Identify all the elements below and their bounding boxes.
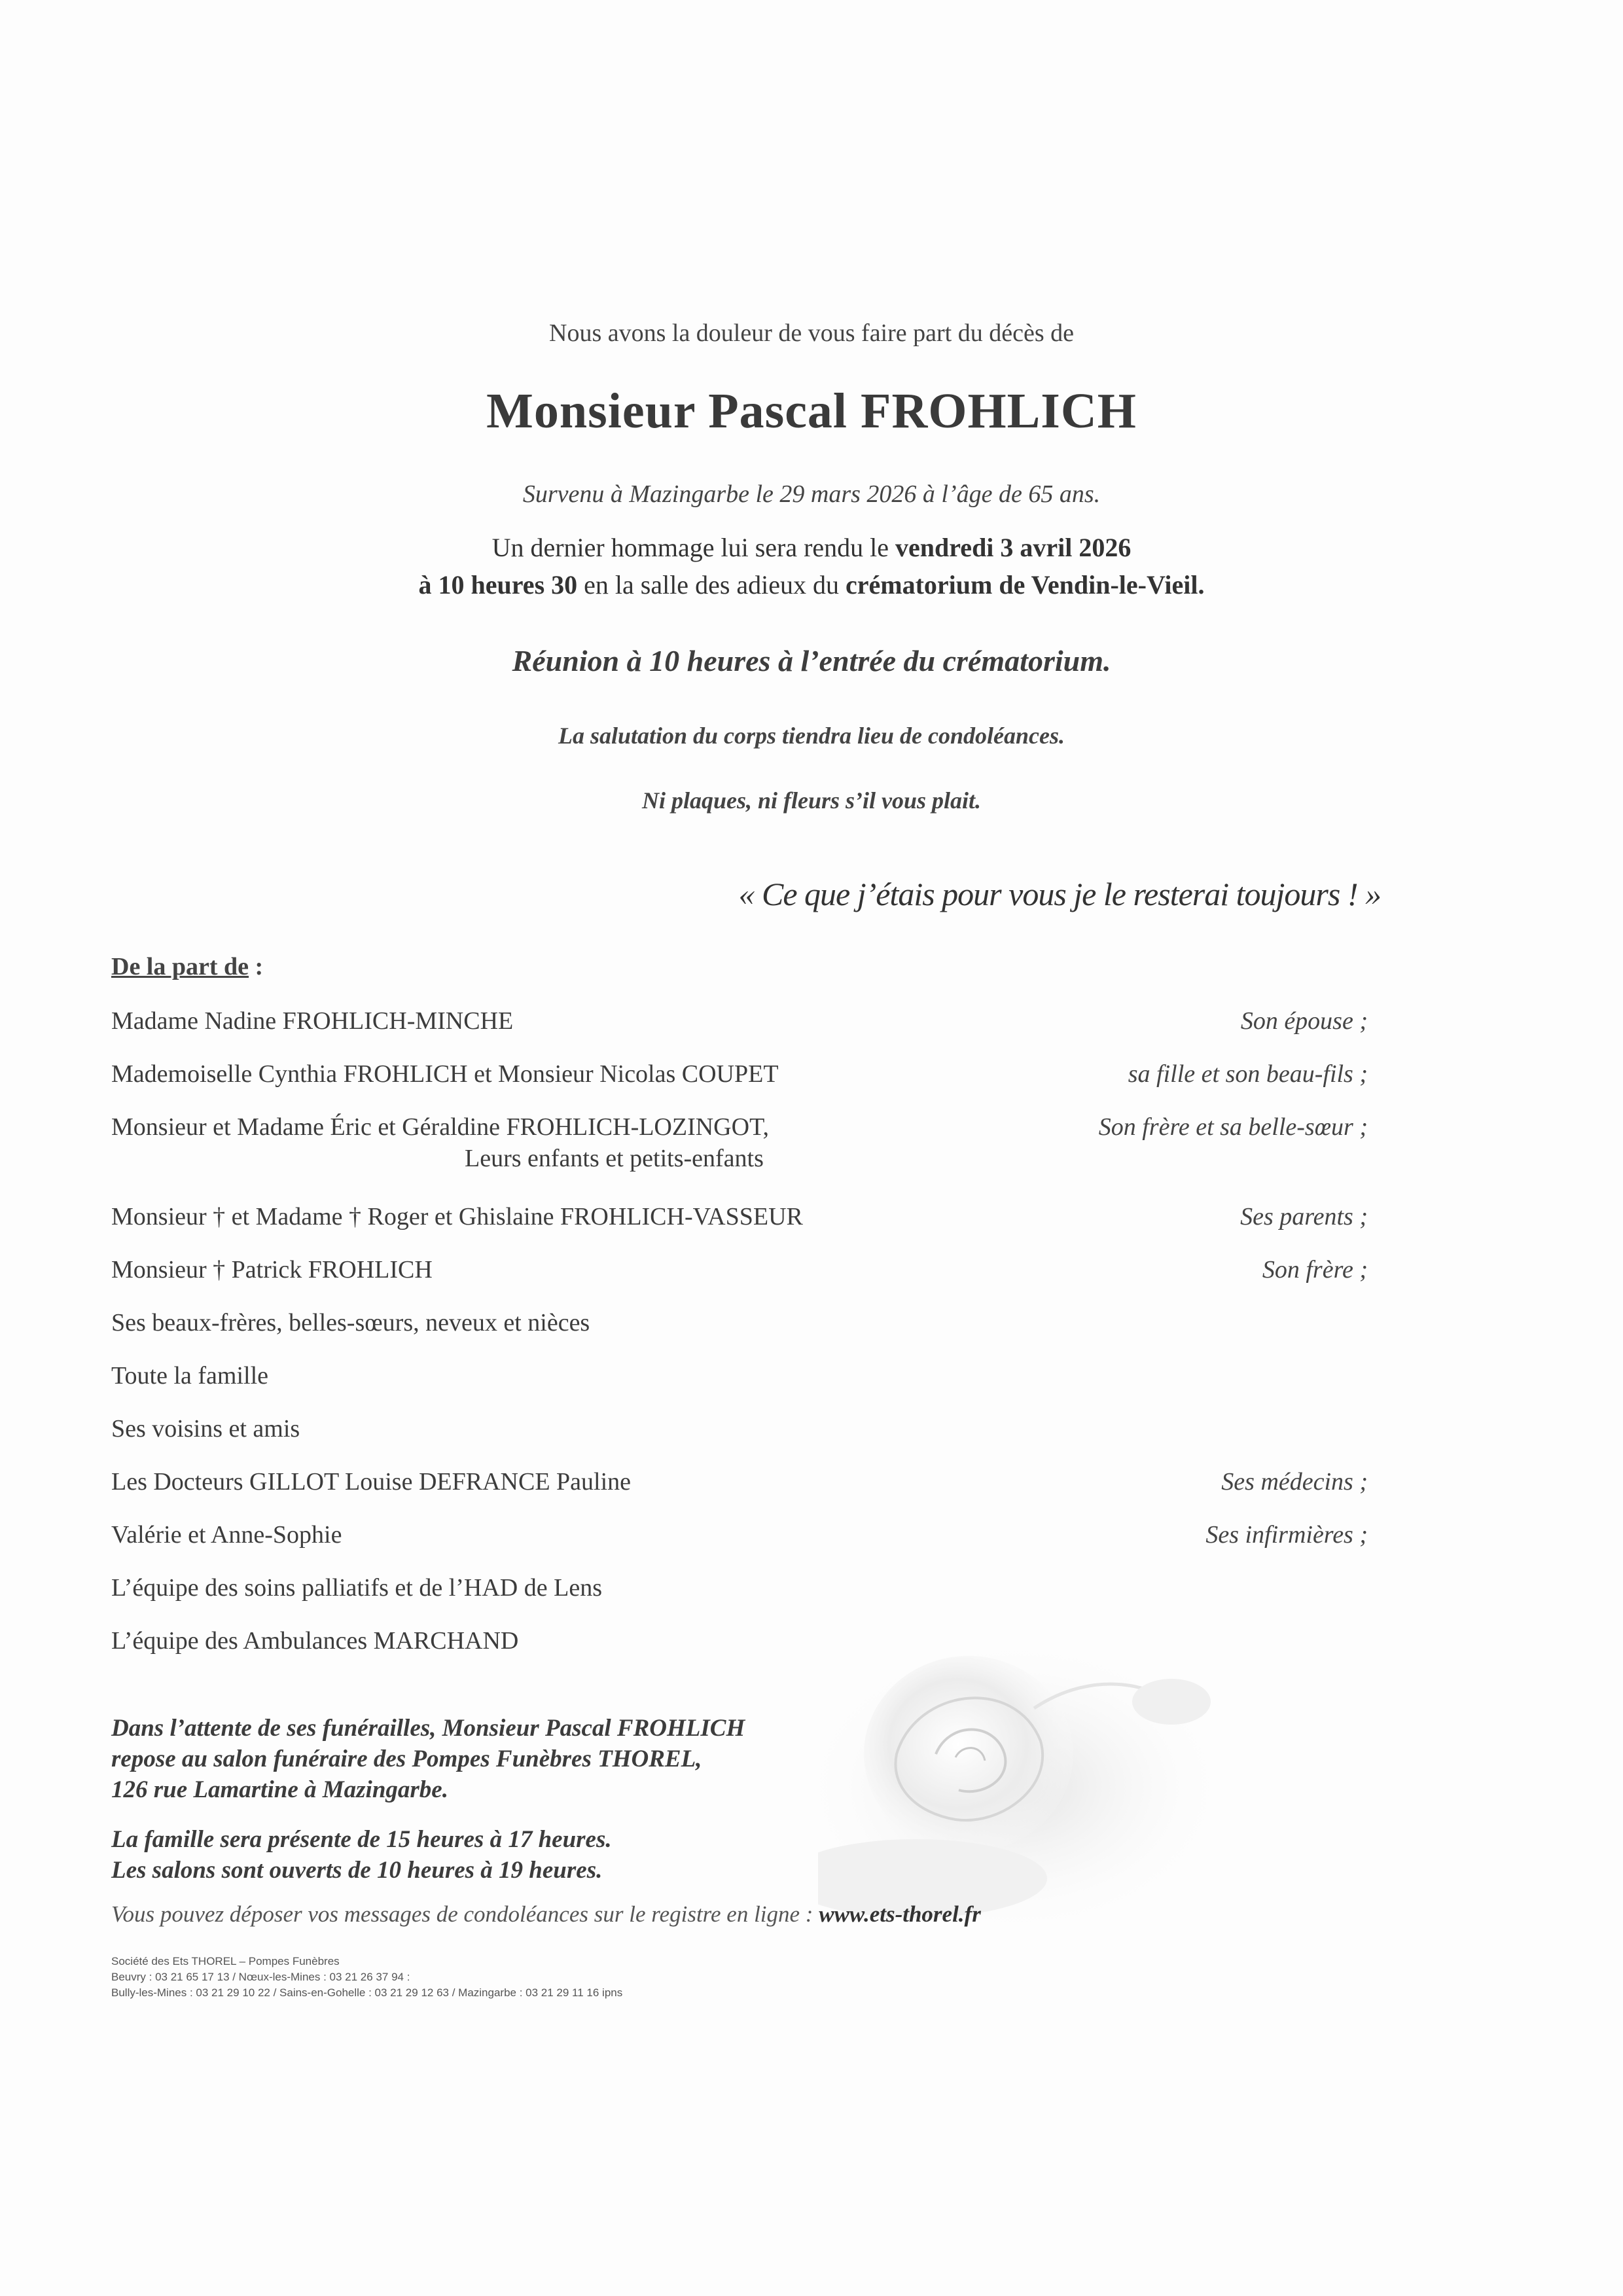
salutation-notice: La salutation du corps tiendra lieu de condoléances. [558,723,1065,749]
family-member-name: L’équipe des soins palliatifs et de l’HAD de Lens [111,1574,602,1602]
meeting-notice: Réunion à 10 heures à l’entrée du crématorium. [512,644,1111,677]
family-member [111,1361,1368,1390]
family-member [111,1520,1368,1549]
memorial-quote: « Ce que j’étais pour vous je le resterai toujours ! » [738,876,1381,912]
salon-hours: Les salons sont ouverts de 10 heures à 19 heures. [111,1857,603,1884]
online-registry [111,1901,981,1928]
family-member-name: Monsieur † Patrick FROHLICH [111,1256,433,1283]
visiting-hours [111,1824,612,1886]
registry-link[interactable]: www.ets-thorel.fr [819,1901,981,1927]
family-member-role: Son frère ; [1262,1256,1368,1283]
family-member [111,1255,1368,1284]
company-phones: Beuvry : 03 21 65 17 13 / Nœux-les-Mines : 03 21 26 37 94 : [111,1971,410,1983]
family-presence: La famille sera présente de 15 heures à 17 heures. [111,1826,612,1853]
family-member-role: Ses parents ; [1240,1203,1368,1230]
family-member-name: Monsieur † et Madame † Roger et Ghislaine FROHLICH-VASSEUR [111,1203,803,1230]
deceased-name: Monsieur Pascal FROHLICH [486,384,1137,439]
company-footer [111,1954,622,2001]
funeral-home-notice [111,1713,745,1805]
family-heading-label: De la part de [111,953,249,980]
family-member [111,1308,1368,1337]
family-member-name: Mademoiselle Cynthia FROHLICH et Monsieur Nicolas COUPET [111,1060,779,1088]
ceremony-time: à 10 heures 30 [418,570,578,600]
family-member-name: Ses voisins et amis [111,1415,300,1443]
company-phones: Bully-les-Mines : 03 21 29 10 22 / Sains-en-Gohelle : 03 21 29 12 63 / Mazingarbe : 03 21 29 11 16 ipns [111,1986,623,1999]
funeral-home-line: repose au salon funéraire des Pompes Funèbres THOREL, [111,1746,702,1772]
family-member [111,1060,1368,1088]
ceremony-details [0,529,1623,603]
flowers-notice: Ni plaques, ni fleurs s’il vous plait. [641,787,982,814]
ceremony-location: crématorium de Vendin-le-Vieil. [846,570,1205,600]
family-member [111,1573,1368,1602]
family-member-role: Ses médecins ; [1221,1468,1368,1496]
family-member-role: sa fille et son beau-fils ; [1128,1060,1368,1088]
death-details: Survenu à Mazingarbe le 29 mars 2026 à l’âge de 65 ans. [522,480,1101,508]
family-member [111,1007,1368,1035]
family-member-role: Son frère et sa belle-sœur ; [1098,1113,1368,1141]
family-member-name: Valérie et Anne-Sophie [111,1521,342,1549]
family-heading [111,952,263,981]
family-member-name: Monsieur et Madame Éric et Géraldine FROHLICH-LOZINGOT, [111,1113,769,1141]
family-member [111,1414,1368,1443]
family-member-subline: Leurs enfants et petits-enfants [465,1145,764,1172]
company-name: Société des Ets THOREL – Pompes Funèbres [111,1955,340,1967]
family-member-role: Ses infirmières ; [1205,1521,1368,1549]
family-member-name: L’équipe des Ambulances MARCHAND [111,1627,519,1655]
family-member [111,1113,1368,1173]
hommage-prefix: Un dernier hommage lui sera rendu le [491,533,896,562]
registry-text: Vous pouvez déposer vos messages de condoléances sur le registre en ligne : [111,1901,819,1927]
family-member-name: Ses beaux-frères, belles-sœurs, neveux et nièces [111,1309,590,1336]
funeral-home-line: Dans l’attente de ses funérailles, Monsieur Pascal FROHLICH [111,1715,745,1742]
funeral-home-address: 126 rue Lamartine à Mazingarbe. [111,1776,448,1803]
family-member [111,1202,1368,1231]
family-member-role: Son épouse ; [1240,1007,1368,1035]
family-member-name: Madame Nadine FROHLICH-MINCHE [111,1007,514,1035]
family-heading-colon: : [249,953,264,980]
family-member-name: Les Docteurs GILLOT Louise DEFRANCE Pauline [111,1468,632,1496]
family-member [111,1467,1368,1496]
family-member-name: Toute la famille [111,1362,269,1390]
ceremony-date: vendredi 3 avril 2026 [895,533,1132,562]
intro-text: Nous avons la douleur de vous faire part du décès de [549,319,1074,347]
hommage-mid: en la salle des adieux du [577,570,846,600]
